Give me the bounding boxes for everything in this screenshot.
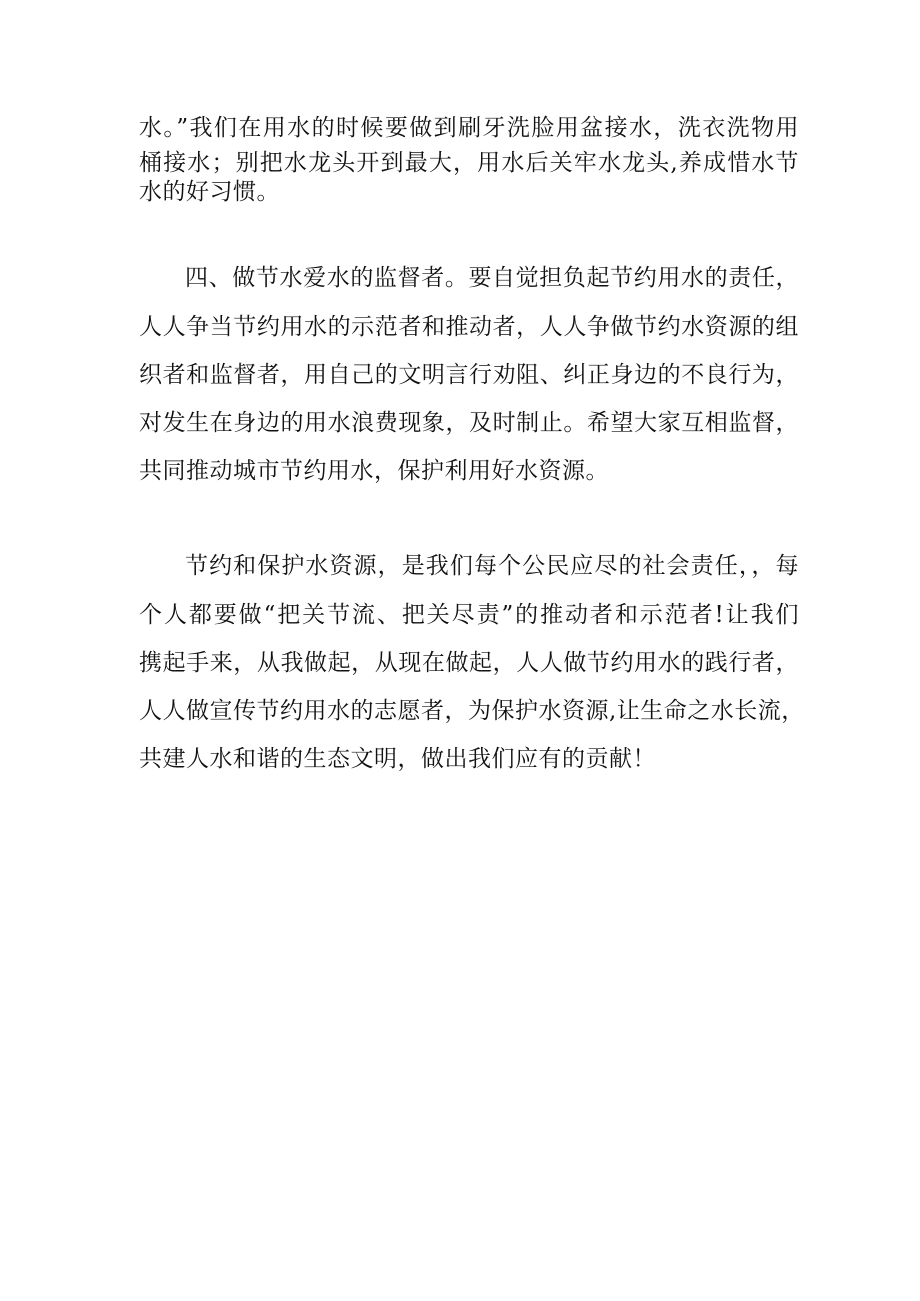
paragraph-line: 共同推动城市节约用水，保护利用好水资源。 [139, 458, 609, 484]
paragraph-line: 对发生在身边的用水浪费现象，及时制止。希望大家互相监督， [139, 410, 799, 436]
paragraph-line: 人人做宣传节约用水的志愿者，为保护水资源,让生命之水长流， [139, 698, 805, 724]
paragraph-line: 四、做节水爱水的监督者。要自觉担负起节约用水的责任， [185, 265, 799, 291]
paragraph-line: 携起手来，从我做起，从现在做起，人人做节约用水的践行者， [139, 650, 799, 676]
paragraph-line: 节约和保护水资源，是我们每个公民应尽的社会责任，，每 [185, 553, 799, 579]
paragraph-line: 织者和监督者，用自己的文明言行劝阻、纠正身边的不良行为， [139, 362, 799, 388]
paragraph-line: 桶接水；别把水龙头开到最大，用水后关牢水龙头,养成惜水节 [139, 150, 799, 176]
paragraph-line: 水的好习惯。 [139, 179, 280, 205]
paragraph-line: 共建人水和谐的生态文明，做出我们应有的贡献！ [139, 746, 656, 772]
paragraph-line: 个人都要做“把关节流、把关尽责”的推动者和示范者!让我们 [139, 602, 799, 628]
paragraph-line: 人人争当节约用水的示范者和推动者，人人争做节约水资源的组 [139, 314, 799, 340]
paragraph-line: 水。”我们在用水的时候要做到刷牙洗脸用盆接水，洗衣洗物用 [139, 115, 799, 141]
